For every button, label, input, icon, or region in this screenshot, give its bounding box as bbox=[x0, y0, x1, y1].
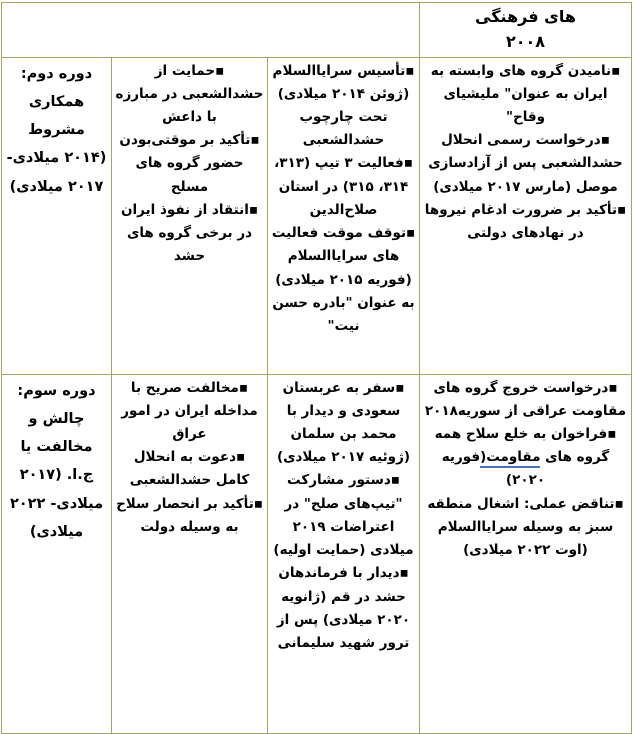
cell-period-three-label: دوره سوم: چالش و مخالفت يا ج.ا. (۲۰۱۷ میلادی- ۲۰۲۲ میلادی) bbox=[1, 374, 111, 733]
bullet-item: ▪دستور مشارکت "تیپ‌های صلح" در اعتراضات ۲۰۱۹ میلادی (حمایت اولیه) bbox=[273, 472, 414, 559]
bullet-item: ▪سفر به عربستان سعودی و دیدار با محمد بن سلمان (ژوئیه ۲۰۱۷ میلادی) bbox=[276, 379, 411, 466]
bullet-item: ▪تأکید بر ضرورت ادغام نیروها در نهادهای دولتی bbox=[424, 201, 627, 242]
bullet-item: ▪تأکید بر موقتی‌بودن حضور گروه های مسلح bbox=[119, 132, 260, 195]
underlined-text: مقاومت( bbox=[480, 449, 540, 468]
bullet-text-pre: ▪فراخوان به خلع سلاح همه گروه های bbox=[434, 426, 617, 466]
bullet-item: ▪تناقض عملی: اشغال منطقه سبز به وسیله سرایاالسلام (اوت ۲۰۲۲ میلادی) bbox=[427, 495, 624, 559]
cell-period-two-label: دوره دوم: همکاری مشروط (۲۰۱۴ میلادی- ۲۰۱۷ میلادی) bbox=[1, 57, 111, 374]
bullet-item: ▪نامیدن گروه های وابسته به ایران به عنوان" ملیشیای وقاح" bbox=[430, 62, 621, 126]
bullet-item: ▪درخواست رسمی انحلال حشدالشعبی پس از آزادسازی موصل (مارس ۲۰۱۷ میلادی) bbox=[428, 132, 623, 195]
period-three-row bbox=[1, 374, 631, 733]
cell-p2-hashd-positions bbox=[112, 57, 268, 374]
bullet-item bbox=[423, 423, 628, 493]
period-two-row bbox=[1, 57, 631, 374]
bullet-text-post: فوریه ۲۰۲۰) bbox=[441, 449, 546, 489]
bullet-item: ▪تأسیس سرایاالسلام (ژوئن ۲۰۱۴ میلادی) تحت چارچوب حشدالشعبی bbox=[272, 62, 415, 149]
periods-comparison-table bbox=[1, 2, 632, 734]
bullet-item: ▪فعالیت ۳ تیپ (۳۱۳، ۳۱۴، ۳۱۵) در استان صلاح‌الدین bbox=[274, 155, 413, 218]
bullet-item: ▪انتقاد از نفوذ ایران در برخی گروه های حشد bbox=[121, 201, 258, 265]
bullet-item: ▪درخواست خروج گروه های مقاومت عراقی از سوریه۲۰۱۸ bbox=[424, 379, 627, 419]
cell-p3-saraya-actions bbox=[268, 374, 420, 733]
bullet-item: ▪دعوت به انحلال کامل حشدالشعبی bbox=[129, 449, 250, 489]
header-title: های فرهنگی bbox=[475, 7, 576, 26]
bullet-item: ▪تأکید بر انحصار سلاح به وسیله دولت bbox=[116, 495, 263, 535]
cell-p2-saraya-actions bbox=[268, 57, 420, 374]
table-header-row bbox=[1, 3, 631, 58]
cell-p2-iran-stances bbox=[420, 57, 632, 374]
header-cell-empty bbox=[1, 3, 419, 58]
bullet-item: ▪حمایت از حشدالشعبی در مبارزه با داعش bbox=[115, 62, 264, 126]
bullet-item: ▪توقف موقت فعالیت های سرایاالسلام (فوریه ۲۰۱۵ میلادی) به عنوان "بادره حسن نیت" bbox=[271, 225, 416, 334]
header-year: ۲۰۰۸ bbox=[505, 31, 546, 51]
bullet-item: ▪مخالفت صریح با مداخله ایران در امور عراق bbox=[121, 379, 258, 443]
bullet-item: ▪دیدار با فرماندهان حشد در قم (ژانویه ۲۰۲۰ میلادی) پس از ترور شهید سلیمانی bbox=[276, 565, 411, 651]
cell-p3-hashd-positions bbox=[112, 374, 268, 733]
cell-p3-iran-stances bbox=[420, 374, 632, 733]
header-cell-cultural bbox=[420, 3, 632, 58]
